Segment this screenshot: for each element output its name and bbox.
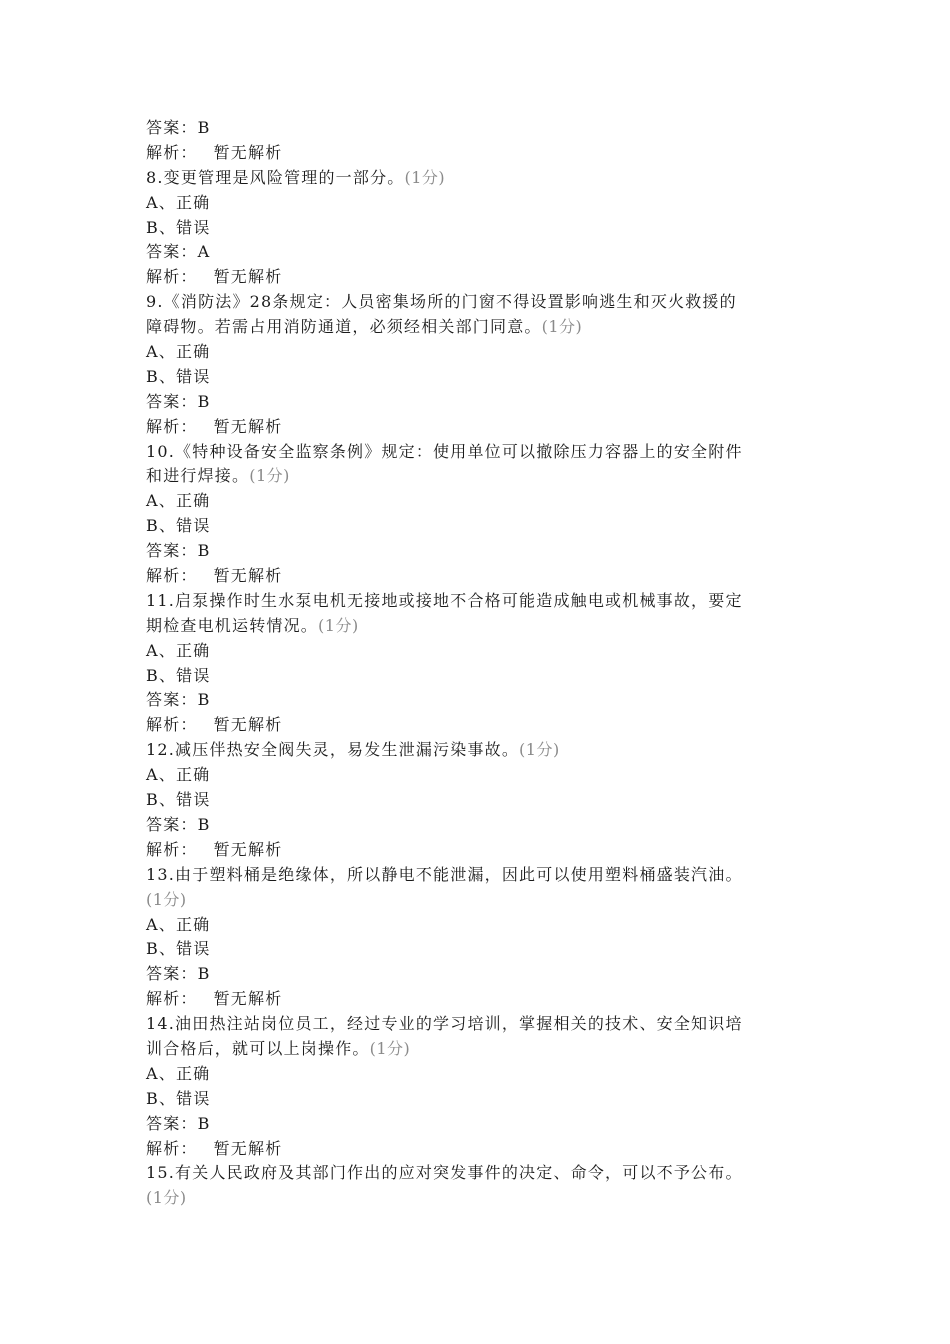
answer-value: B (197, 391, 211, 411)
option-a: A、正确 (146, 1063, 211, 1083)
answer-line: 答案：A (146, 242, 211, 262)
answer-value: A (197, 242, 211, 262)
question-text: 14.油田热注站岗位员工，经过专业的学习培训，掌握相关的技术、安全知识培 (146, 1014, 743, 1034)
answer-value: B (197, 541, 211, 561)
analysis-line: 解析： 暂无解析 (146, 416, 283, 436)
question-text: 15.有关人民政府及其部门作出的应对突发事件的决定、命令，可以不予公布。 (146, 1163, 743, 1183)
score: (1分) (519, 740, 560, 760)
question-text-cont (146, 888, 810, 913)
option-b: B、错误 (146, 1088, 211, 1108)
answer-line: 答案：B (146, 391, 211, 411)
question-text-cont: 障碍物。若需占用消防通道，必须经相关部门同意。(1分) (146, 317, 583, 337)
answer-value: B (197, 964, 211, 984)
option-a: A、正确 (146, 491, 211, 511)
option-a: A、正确 (146, 640, 211, 660)
option-a: A、正确 (146, 914, 211, 934)
analysis-value: 暂无解析 (213, 142, 283, 162)
analysis-line: 解析： 暂无解析 (146, 839, 283, 859)
answer-line: 答案：B (146, 964, 211, 984)
option-b: B、错误 (146, 939, 211, 959)
option-b: B、错误 (146, 217, 211, 237)
score: (1分) (369, 1038, 411, 1058)
answer-line: 答案：B (146, 814, 211, 834)
question-12 (146, 738, 810, 862)
question-text: 8.变更管理是风险管理的一部分。(1分) (146, 167, 446, 187)
answer-value: B (197, 1113, 211, 1133)
option-b: B、错误 (146, 366, 211, 386)
option-b: B、错误 (146, 665, 211, 685)
answer-label: 答案： (146, 118, 198, 137)
answer-line: 答案：B (146, 541, 211, 561)
answer-line: 答案：B (146, 690, 211, 710)
answer-value: B (197, 814, 211, 834)
question-15 (146, 1161, 810, 1211)
question-text-cont: 和进行焊接。(1分) (146, 466, 290, 486)
question-text-cont: 训合格后，就可以上岗操作。(1分) (146, 1038, 411, 1058)
answer-value: B (197, 118, 211, 137)
option-b: B、错误 (146, 790, 211, 810)
question-14 (146, 1012, 810, 1161)
question-8 (146, 166, 810, 290)
document-page (146, 116, 810, 1211)
analysis-line: 解析： 暂无解析 (146, 566, 283, 586)
question-text-cont: 期检查电机运转情况。(1分) (146, 615, 359, 635)
analysis-line: 解析： 暂无解析 (146, 1138, 283, 1158)
option-b: B、错误 (146, 516, 211, 536)
analysis-line: 解析： 暂无解析 (146, 989, 283, 1009)
answer-value: B (197, 690, 211, 710)
question-text: 11.启泵操作时生水泵电机无接地或接地不合格可能造成触电或机械事故，要定 (146, 590, 743, 610)
score: (1分) (541, 317, 583, 337)
score: (1分) (318, 615, 359, 635)
analysis-line: 解析： 暂无解析 (146, 267, 283, 287)
answer-line: 答案：B (146, 1113, 211, 1133)
question-9 (146, 290, 810, 439)
question-text: 12.减压伴热安全阀失灵，易发生泄漏污染事故。(1分) (146, 740, 560, 760)
question-text-cont (146, 1186, 810, 1211)
score: (1分) (249, 466, 290, 486)
question-13 (146, 863, 810, 1012)
option-a: A、正确 (146, 765, 211, 785)
question-text: 13.由于塑料桶是绝缘体，所以静电不能泄漏，因此可以使用塑料桶盛装汽油。 (146, 864, 743, 884)
option-a: A、正确 (146, 342, 211, 362)
score: (1分) (146, 889, 187, 909)
answer-line (146, 116, 810, 141)
score: (1分) (146, 1188, 187, 1208)
analysis-label: 解析： (146, 142, 198, 162)
question-text: 10.《特种设备安全监察条例》规定：使用单位可以撤除压力容器上的安全附件 (146, 441, 743, 461)
analysis-line: 解析： 暂无解析 (146, 715, 283, 735)
score: (1分) (404, 167, 446, 187)
analysis-line (146, 141, 810, 166)
question-10 (146, 440, 810, 589)
question-11 (146, 589, 810, 738)
option-a: A、正确 (146, 192, 211, 212)
question-text: 9.《消防法》28条规定：人员密集场所的门窗不得设置影响逃生和灭火救援的 (146, 292, 737, 312)
